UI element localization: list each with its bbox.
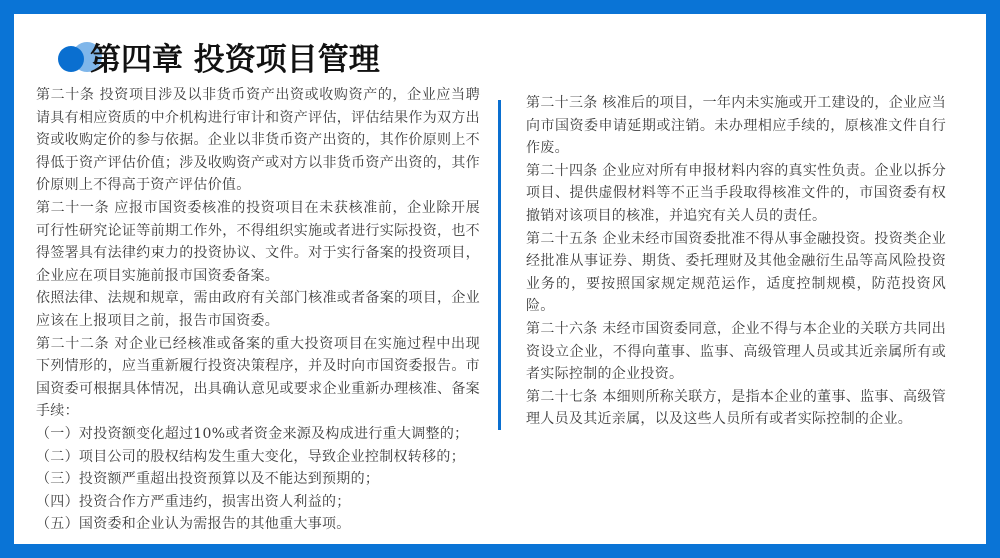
list-item-3: （三）投资额严重超出投资预算以及不能达到预期的；	[36, 471, 380, 488]
left-column	[36, 84, 480, 536]
paragraph-article-20: 第二十条 投资项目涉及以非货币资产出资或收购资产的，企业应当聘请具有相应资质的中介机构进行审计和资产评估，评估结果作为双方出资或收购定价的参与依据。企业以非货币资产出资的，其作价原则上不得低于资产评估价值；涉及收购资产或对方以非货币资产出资的，其作价原则上不得高于资产评估价值。	[36, 87, 480, 194]
list-item-5: （五）国资委和企业认为需报告的其他重大事项。	[36, 516, 351, 533]
list-item-4: （四）投资合作方严重违约，损害出资人利益的；	[36, 493, 351, 510]
list-item-2: （二）项目公司的股权结构发生重大变化，导致企业控制权转移的；	[36, 448, 465, 465]
decorative-dot-icon	[58, 46, 84, 72]
paragraph-article-26: 第二十六条 未经市国资委同意，企业不得与本企业的关联方共同出资设立企业，不得向董事、监事、高级管理人员或其近亲属所有或者实际控制的企业投资。	[526, 320, 946, 383]
list-item-1: （一）对投资额变化超过10%或者资金来源及构成进行重大调整的；	[36, 425, 469, 442]
column-divider	[498, 100, 501, 430]
right-column	[526, 92, 946, 431]
paragraph-article-21-note: 依照法律、法规和规章，需由政府有关部门核准或者备案的项目，企业应该在上报项目之前，报告市国资委。	[36, 290, 480, 329]
paragraph-article-22: 第二十二条 对企业已经核准或备案的重大投资项目在实施过程中出现下列情形的，应当重新履行投资决策程序，并及时向市国资委报告。市国资委可根据具体情况，出具确认意见或要求企业重新办理核准、备案手续：	[36, 335, 480, 420]
paragraph-article-25: 第二十五条 企业未经市国资委批准不得从事金融投资。投资类企业经批准从事证券、期货、委托理财及其他金融衍生品等高风险投资业务的，要按照国家规定规范运作，适度控制规模，防范投资风险。	[526, 230, 946, 315]
paragraph-article-21: 第二十一条 应报市国资委核准的投资项目在未获核准前，企业除开展可行性研究论证等前期工作外，不得组织实施或者进行实际投资，也不得签署具有法律约束力的投资协议、文件。对于实行备案的投资项目，企业应在项目实施前报市国资委备案。	[36, 199, 480, 284]
paragraph-article-27: 第二十七条 本细则所称关联方，是指本企业的董事、监事、高级管理人员及其近亲属，以及这些人员所有或者实际控制的企业。	[526, 388, 946, 428]
slide	[14, 14, 986, 544]
paragraph-article-24: 第二十四条 企业应对所有申报材料内容的真实性负责。企业以拆分项目、提供虚假材料等不正当手段取得核准文件的，市国资委有权撤销对该项目的核准，并追究有关人员的责任。	[526, 162, 946, 224]
paragraph-article-23: 第二十三条 核准后的项目，一年内未实施或开工建设的，企业应当向市国资委申请延期或注销。未办理相应手续的，原核准文件自行作废。	[526, 95, 946, 157]
page-title: 第四章 投资项目管理	[90, 42, 380, 78]
